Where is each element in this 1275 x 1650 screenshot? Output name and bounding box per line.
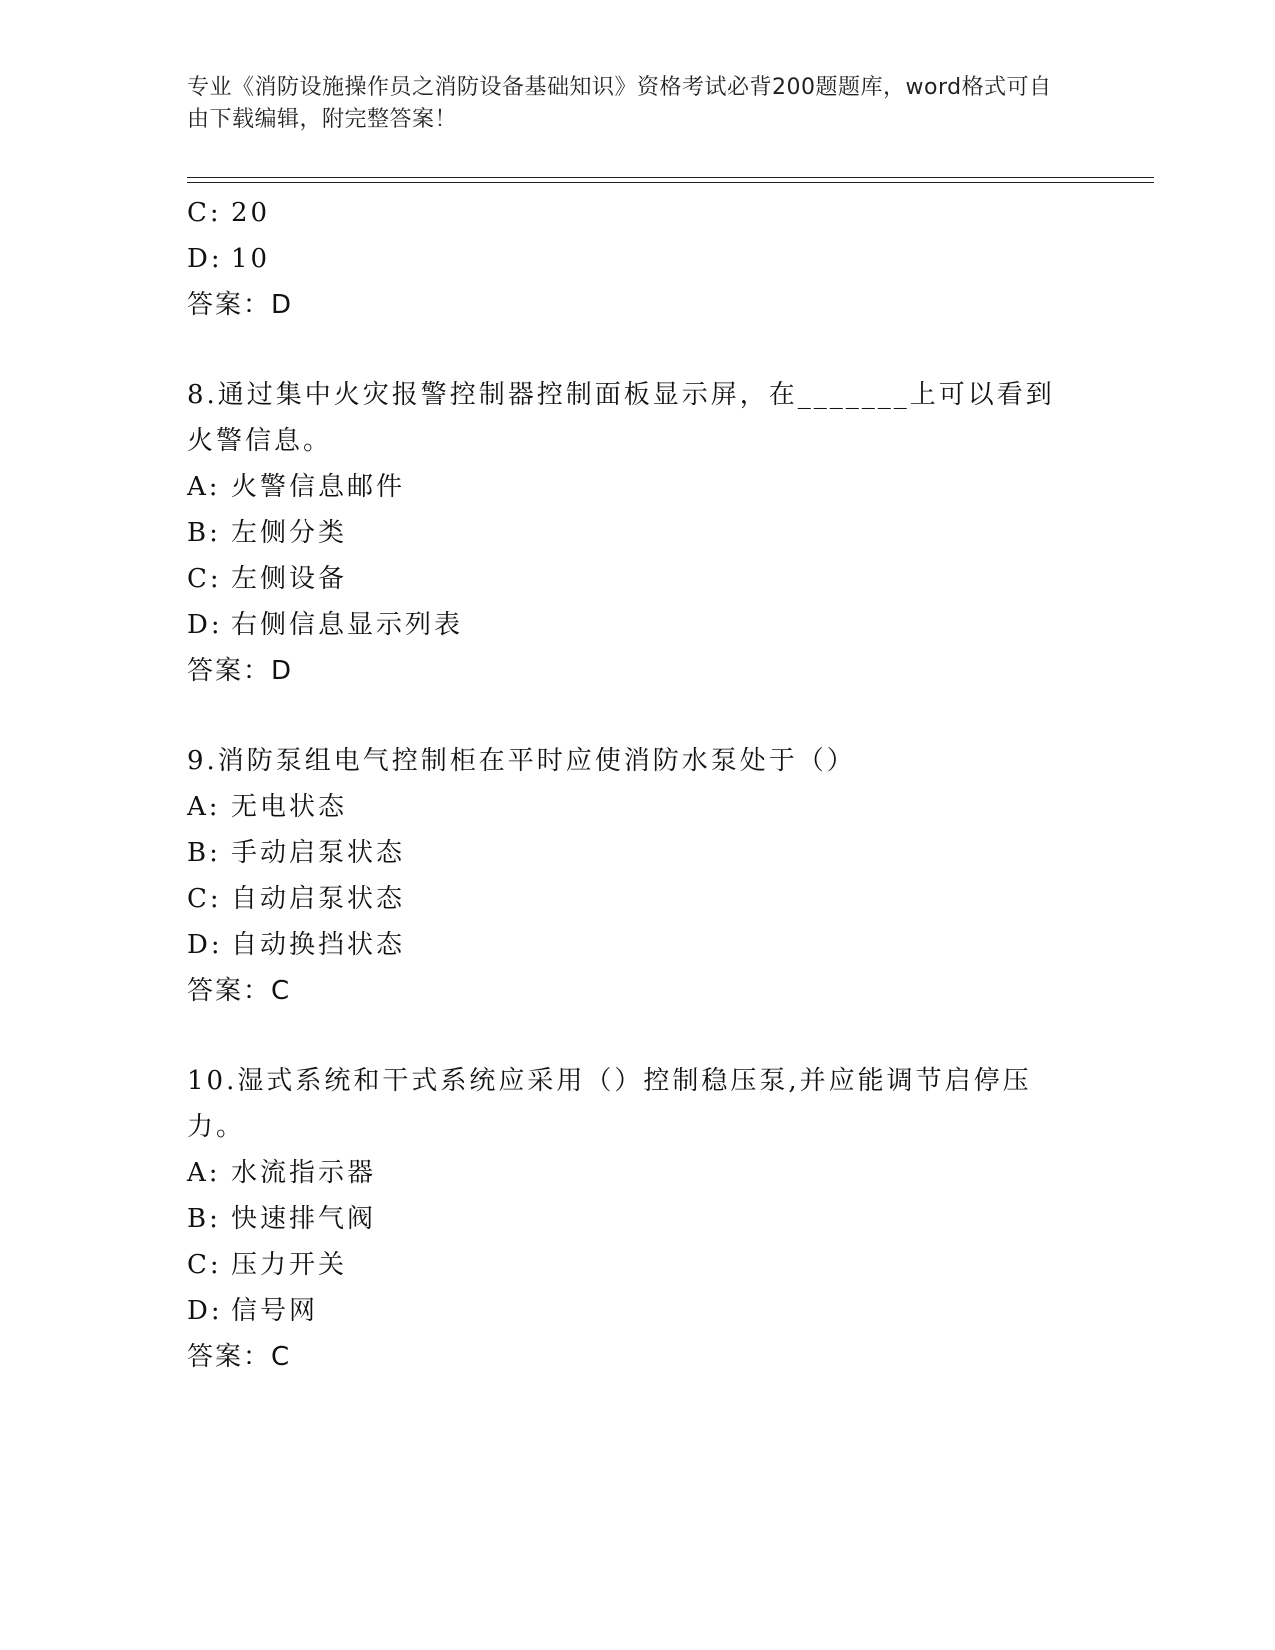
answer-line: 答案：C xyxy=(187,1342,292,1372)
option-d xyxy=(187,922,1087,968)
option-label: C: xyxy=(187,884,222,914)
question-stem: 9.消防泵组电气控制柜在平时应使消防水泵处于（） xyxy=(187,746,856,776)
header-rule-top xyxy=(187,177,1154,178)
question-prev xyxy=(187,190,1087,328)
option-label: C: xyxy=(187,564,222,594)
option-label: B: xyxy=(187,838,221,868)
question-stem: 10.湿式系统和干式系统应采用（）控制稳压泵,并应能调节启停压力。 xyxy=(187,1066,1032,1142)
question-10 xyxy=(187,1058,1087,1380)
option-label: D: xyxy=(187,930,223,960)
option-text: 自动换挡状态 xyxy=(231,930,406,960)
option-text: 左侧分类 xyxy=(231,518,348,548)
option-label: A: xyxy=(187,792,221,822)
option-text: 10 xyxy=(231,244,271,274)
option-label: A: xyxy=(187,472,221,502)
option-text: 水流指示器 xyxy=(231,1158,377,1188)
option-label: C: xyxy=(187,198,222,228)
option-text: 右侧信息显示列表 xyxy=(231,610,464,640)
header-rule-bottom xyxy=(187,182,1154,183)
option-b xyxy=(187,1196,1087,1242)
option-a xyxy=(187,1150,1087,1196)
option-text: 火警信息邮件 xyxy=(231,472,406,502)
question-8 xyxy=(187,372,1087,694)
option-b xyxy=(187,830,1087,876)
option-text: 无电状态 xyxy=(231,792,348,822)
option-text: 20 xyxy=(231,198,271,228)
option-c xyxy=(187,190,1087,236)
option-text: 信号网 xyxy=(231,1296,319,1326)
option-label: B: xyxy=(187,518,221,548)
answer-line: 答案：C xyxy=(187,976,292,1006)
option-text: 压力开关 xyxy=(231,1250,348,1280)
option-c xyxy=(187,556,1087,602)
option-b xyxy=(187,510,1087,556)
option-d xyxy=(187,1288,1087,1334)
question-9 xyxy=(187,738,1087,1014)
document-header: 专业《消防设施操作员之消防设备基础知识》资格考试必背200题题库，word格式可自由下载编辑，附完整答案！ xyxy=(187,75,1052,132)
option-c xyxy=(187,1242,1087,1288)
option-label: D: xyxy=(187,244,223,274)
option-text: 自动启泵状态 xyxy=(231,884,406,914)
option-a xyxy=(187,784,1087,830)
answer-line: 答案：D xyxy=(187,656,294,686)
option-label: A: xyxy=(187,1158,221,1188)
option-d xyxy=(187,236,1087,282)
option-label: C: xyxy=(187,1250,222,1280)
option-text: 快速排气阀 xyxy=(231,1204,377,1234)
option-c xyxy=(187,876,1087,922)
question-stem: 8.通过集中火灾报警控制器控制面板显示屏，在_______上可以看到火警信息。 xyxy=(187,380,1055,456)
answer-line: 答案：D xyxy=(187,290,294,320)
option-d xyxy=(187,602,1087,648)
question-list xyxy=(187,190,1087,1380)
option-label: D: xyxy=(187,610,223,640)
option-label: D: xyxy=(187,1296,223,1326)
option-text: 左侧设备 xyxy=(231,564,348,594)
option-label: B: xyxy=(187,1204,221,1234)
option-text: 手动启泵状态 xyxy=(231,838,406,868)
option-a xyxy=(187,464,1087,510)
